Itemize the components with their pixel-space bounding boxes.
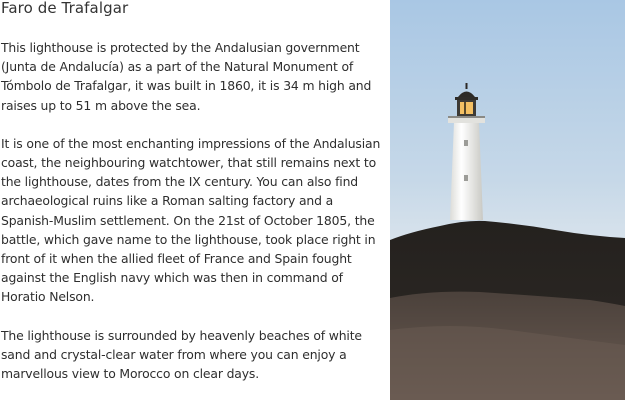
paragraph-beaches: The lighthouse is surrounded by heavenly beaches of white sand and crystal-clear water from where you can enjoy a marvellous view to Morocco on clear days. — [1, 327, 362, 382]
paragraph-battle: It is one of the most enchanting impressions of the Andalusian coast, the neighbouring watchtower, that still remains next to the lighthouse, dates from the IX century. You can also find archaeological ruins like a Roman salting factory and a Spanish-Muslim settlement. On the 21st of October 1805, the battle, which gave name to the lighthouse, took place right in front of it when the allied fleet of France and Spain fought against the English navy which was then in command of Horatio Nelson. — [1, 135, 381, 305]
lighthouse-photo — [390, 0, 625, 400]
paragraph-history: This lighthouse is protected by the Andalusian government (Junta de Andalucía) as a part of the Natural Monument of Tómbolo de Trafalgar, it was built in 1860, it is 34 m high and raises up to 51 m above the sea. — [1, 40, 372, 113]
article — [1, 0, 385, 383]
page-title: Faro de Trafalgar — [1, 0, 129, 17]
